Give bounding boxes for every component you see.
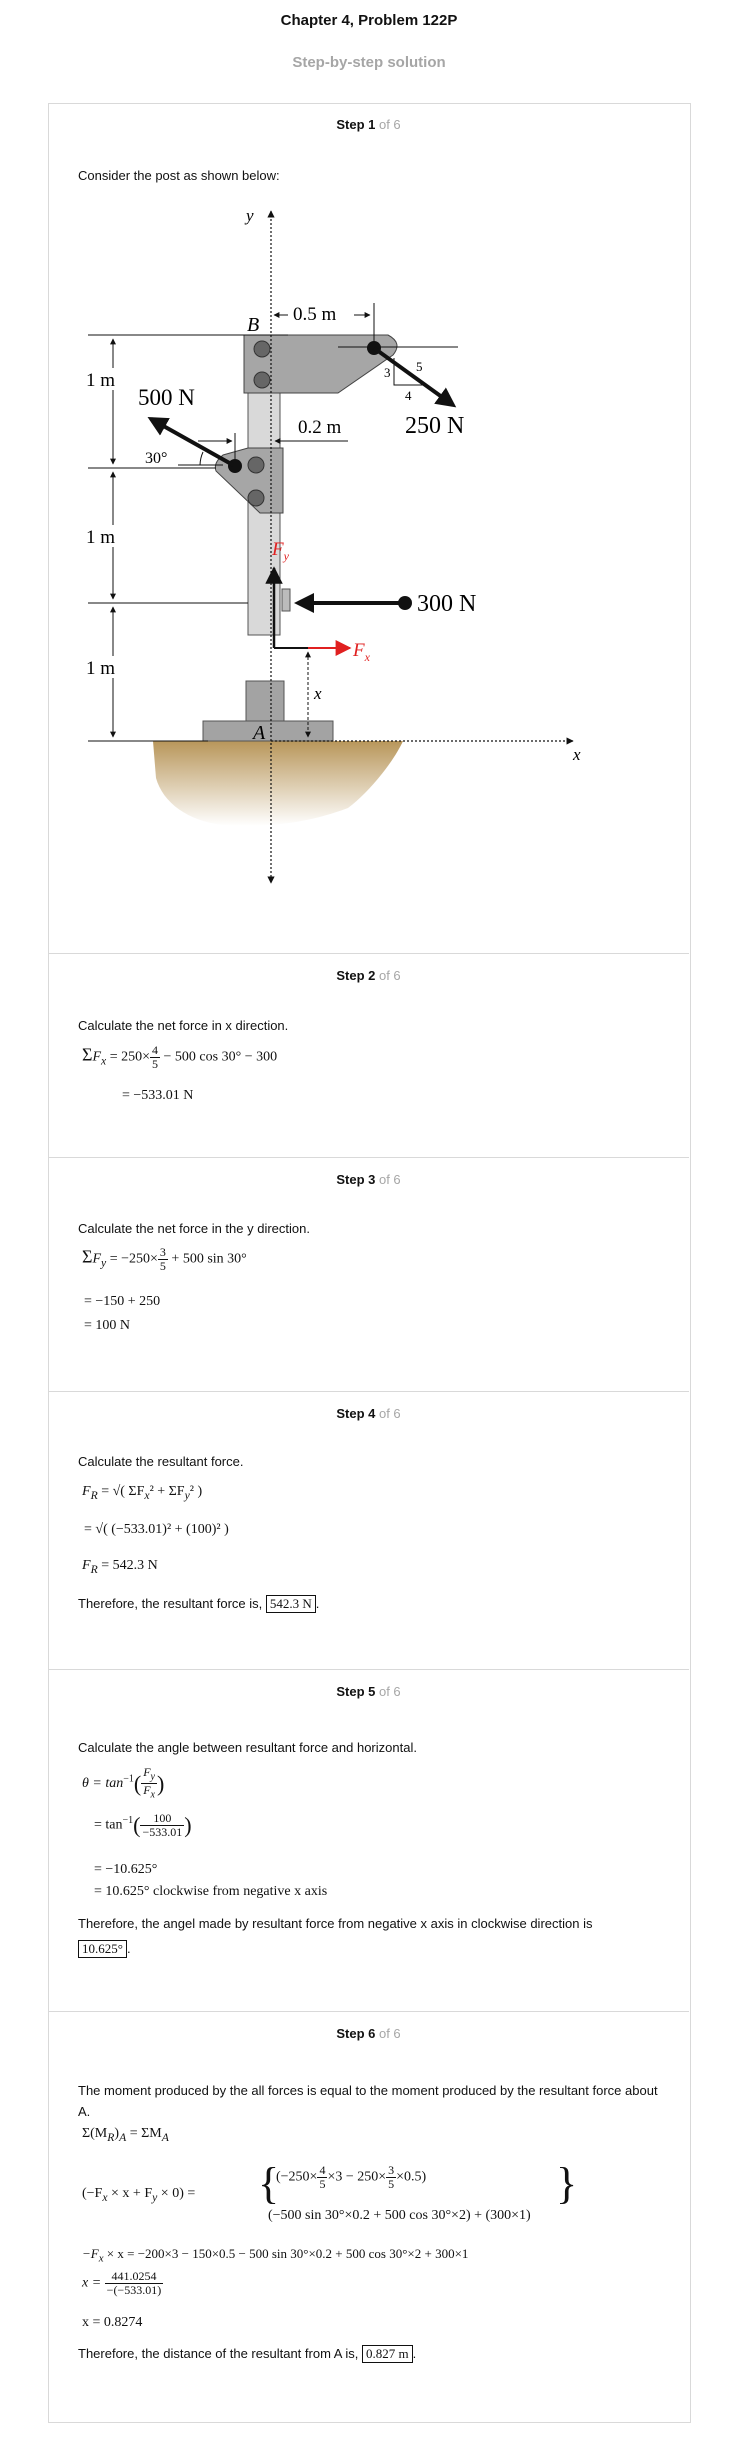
force-300-dot — [398, 596, 412, 610]
label-A: A — [253, 722, 266, 744]
step-number: Step 6 — [336, 2026, 376, 2041]
answer-box: 10.625° — [78, 1940, 127, 1958]
conclusion-text: Therefore, the distance of the resultant from A is, — [78, 2346, 359, 2361]
force-250-label: 250 N — [405, 413, 465, 439]
step-of: of 6 — [375, 968, 401, 983]
step-4-conclusion: Therefore, the resultant force is, 542.3 N . — [78, 1596, 320, 1611]
step-5-eq-2: = $\tan^{-1}$( $\frac{100}{-533.01}$ ) — [94, 1811, 192, 1839]
answer-box: 0.827 m — [362, 2345, 413, 2363]
base-plate — [203, 721, 333, 741]
step-of: of 6 — [375, 1172, 401, 1187]
step-of: of 6 — [375, 1406, 401, 1421]
dim-05: 0.5 m — [293, 304, 337, 325]
ground — [153, 741, 403, 826]
step-4-eq-2: = √( (−533.01)² + (100)² ) — [84, 1522, 229, 1537]
step-3-eq-1: $\Sigma F_y = -250\times$ $\frac{3}{5}$ + 500 sin 30° — [82, 1245, 247, 1273]
step-5-text: Calculate the angle between resultant force and horizontal. — [78, 1740, 417, 1755]
fy-label: $F_y$ — [272, 539, 289, 563]
dim-02: 0.2 m — [298, 417, 342, 438]
step-of: of 6 — [375, 117, 401, 132]
step-6-eq-1: $\Sigma(M_R)_A = \Sigma M_A$ — [82, 2126, 169, 2144]
step-6-text: The moment produced by the all forces is equal to the moment produced by the resultant force about A. — [78, 2083, 658, 2119]
step-6-eq-3: $-F_x \times x = -200\times 3 - 150\times 0.5 - 500$ sin 30°×0.2 + 500 cos 30°×2 + 300×1 — [82, 2246, 469, 2265]
bolt — [248, 490, 264, 506]
step-6-eq-2-lhs: $(-F_x \times x + F_y \times 0)$ = — [82, 2186, 196, 2204]
step-4-text: Calculate the resultant force. — [78, 1454, 244, 1469]
step-3-eq-2: = −150 + 250 — [84, 1294, 161, 1309]
label-x: x — [573, 745, 581, 764]
answer-box: 542.3 N — [266, 1595, 316, 1613]
step-4 — [48, 1391, 689, 1670]
step-2-header — [48, 968, 689, 983]
step-5 — [48, 1669, 689, 2012]
step-1 — [48, 103, 689, 953]
step-number: Step 1 — [336, 117, 376, 132]
bolt — [254, 341, 270, 357]
left-brace: { — [258, 2159, 280, 2208]
force-300-label: 300 N — [417, 591, 477, 617]
svg-text:4: 4 — [405, 388, 412, 403]
force-500-label: 500 N — [138, 385, 195, 410]
step-2-eq-1: $\Sigma F_x = 250\times$ $\frac{4}{5}$ − 500 cos 30° − 300 — [82, 1043, 278, 1071]
step-3-header — [48, 1172, 689, 1187]
step-1-text: Consider the post as shown below: — [78, 168, 280, 183]
bolt — [254, 372, 270, 388]
page-subtitle: Step-by-step solution — [292, 54, 446, 71]
dim-1m-mid: 1 m — [86, 527, 116, 548]
step-6 — [48, 2011, 689, 2422]
step-3 — [48, 1157, 689, 1392]
label-y: y — [246, 206, 254, 225]
x-dist-label: x — [314, 684, 322, 703]
angle-30: 30° — [145, 450, 168, 467]
step-2-text: Calculate the net force in x direction. — [78, 1018, 289, 1033]
dim-1m-bot: 1 m — [86, 658, 116, 679]
step-6-eq-2-r1: (−250× $\frac{4}{5}$ ×3 − 250× $\frac{3}{5}$ ×0.5) — [276, 2163, 427, 2191]
right-brace: } — [556, 2159, 578, 2208]
step-number: Step 3 — [336, 1172, 376, 1187]
label-B: B — [247, 314, 260, 336]
step-number: Step 2 — [336, 968, 376, 983]
load-block — [282, 589, 290, 611]
step-2 — [48, 953, 689, 1158]
step-5-eq-3: = −10.625° — [94, 1862, 158, 1877]
svg-text:3: 3 — [384, 365, 391, 380]
step-6-header — [48, 2026, 689, 2041]
post-diagram — [48, 103, 689, 953]
step-3-text: Calculate the net force in the y direction. — [78, 1221, 310, 1236]
step-5-eq-1: $\theta = \tan^{-1}$( $\frac{F_y}{F_x}$ ) — [82, 1765, 165, 1801]
step-5-eq-4: = 10.625° clockwise from negative x axis — [94, 1884, 328, 1899]
step-5-answer: 10.625° . — [78, 1940, 131, 1958]
step-4-header — [48, 1406, 689, 1421]
bolt — [248, 457, 264, 473]
step-number: Step 4 — [336, 1406, 376, 1421]
dim-1m-top: 1 m — [86, 370, 116, 391]
step-6-conclusion: Therefore, the distance of the resultant from A is, 0.827 m . — [78, 2346, 417, 2361]
step-6-eq-4: x = $\frac{441.0254}{-(-533.01)}$ — [82, 2269, 162, 2297]
svg-text:5: 5 — [416, 359, 423, 374]
step-4-eq-3: $F_R = 542.3$ N — [82, 1558, 158, 1576]
page-title: Chapter 4, Problem 122P — [280, 12, 458, 29]
post-base — [246, 681, 284, 723]
conclusion-text: Therefore, the resultant force is, — [78, 1596, 263, 1611]
step-5-header — [48, 1684, 689, 1699]
side-bracket — [215, 448, 283, 513]
step-of: of 6 — [375, 2026, 401, 2041]
step-2-eq-2: = −533.01 N — [122, 1088, 194, 1103]
step-number: Step 5 — [336, 1684, 376, 1699]
step-5-conclusion: Therefore, the angel made by resultant force from negative x axis in clockwise direction is — [78, 1916, 593, 1931]
step-of: of 6 — [375, 1684, 401, 1699]
step-6-eq-2-r2: (−500 sin 30°×0.2 + 500 cos 30°×2) + (300×1) — [268, 2208, 531, 2223]
step-4-eq-1: $F_R$ = √( $\Sigma F_x^2 + \Sigma F_y^2$ ) — [82, 1484, 203, 1502]
fx-label: $F_x$ — [353, 640, 370, 664]
step-3-eq-3: = 100 N — [84, 1318, 131, 1333]
step-6-eq-5: x = 0.8274 — [82, 2315, 143, 2330]
